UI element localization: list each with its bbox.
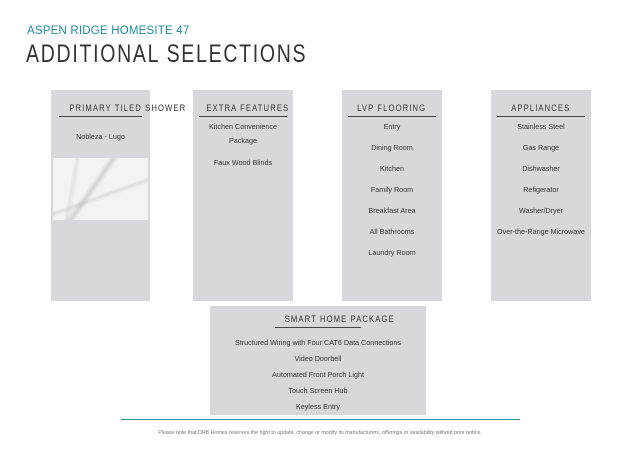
list-item: Stainless Steel xyxy=(517,122,565,131)
smart-home-card xyxy=(210,306,426,415)
lvp-flooring-card xyxy=(342,90,442,301)
extra-features-card-title-text: EXTRA FEATURES xyxy=(206,103,290,113)
list-item: Touch Screen Hub xyxy=(288,386,348,395)
list-item: Dishwasher xyxy=(522,164,560,173)
appliances-card xyxy=(491,90,591,301)
page-title: ADDITIONAL SELECTIONS xyxy=(26,40,308,68)
list-item: Over-the-Range Microwave xyxy=(497,227,585,236)
list-item: Video Doorbell xyxy=(294,354,342,363)
list-item: Laundry Room xyxy=(368,248,416,257)
shower-card-title-text: PRIMARY TILED SHOWER xyxy=(69,103,187,113)
list-item: Structured Wiring with Four CAT6 Data Connections xyxy=(234,338,402,347)
homesite-subtitle: ASPEN RIDGE HOMESITE 47 xyxy=(27,25,190,37)
shower-card-title xyxy=(59,103,187,117)
list-item: Automated Front Porch Light xyxy=(272,370,364,379)
extra-features-card xyxy=(193,90,293,301)
list-item: All Bathrooms xyxy=(369,227,415,236)
list-item: Gas Range xyxy=(522,143,560,152)
lvp-flooring-card-title-text: LVP FLOORING xyxy=(357,103,427,113)
list-item: Package xyxy=(229,136,257,145)
list-item: Washer/Dryer xyxy=(518,206,564,215)
smart-home-card-title xyxy=(275,314,395,328)
list-item: Breakfast Area xyxy=(368,206,416,215)
disclaimer-text: Please note that DRB Homes reserves the right to update, change or modify its manufacturers, offerings or availability without prior notice. xyxy=(158,430,482,436)
list-item: Nobleza - Lugo xyxy=(76,132,125,141)
list-item: Kitchen xyxy=(380,164,404,173)
tile-swatch-image xyxy=(53,158,148,220)
appliances-card-title-text: APPLIANCES xyxy=(511,103,571,113)
list-item: Refigerator xyxy=(523,185,559,194)
footer-divider xyxy=(121,419,520,420)
shower-card xyxy=(51,90,187,301)
list-item: Entry xyxy=(383,122,401,131)
lvp-flooring-card-title xyxy=(348,103,436,117)
list-item: Dining Room xyxy=(371,143,413,152)
list-item: Faux Wood Blinds xyxy=(213,158,273,167)
appliances-card-title xyxy=(497,103,585,117)
extra-features-card-title xyxy=(199,103,290,117)
list-item: Family Room xyxy=(370,185,414,194)
smart-home-card-title-text: SMART HOME PACKAGE xyxy=(284,314,395,324)
list-item: Kitchen Convenience xyxy=(209,122,277,131)
list-item: Keyless Entry xyxy=(296,402,340,411)
